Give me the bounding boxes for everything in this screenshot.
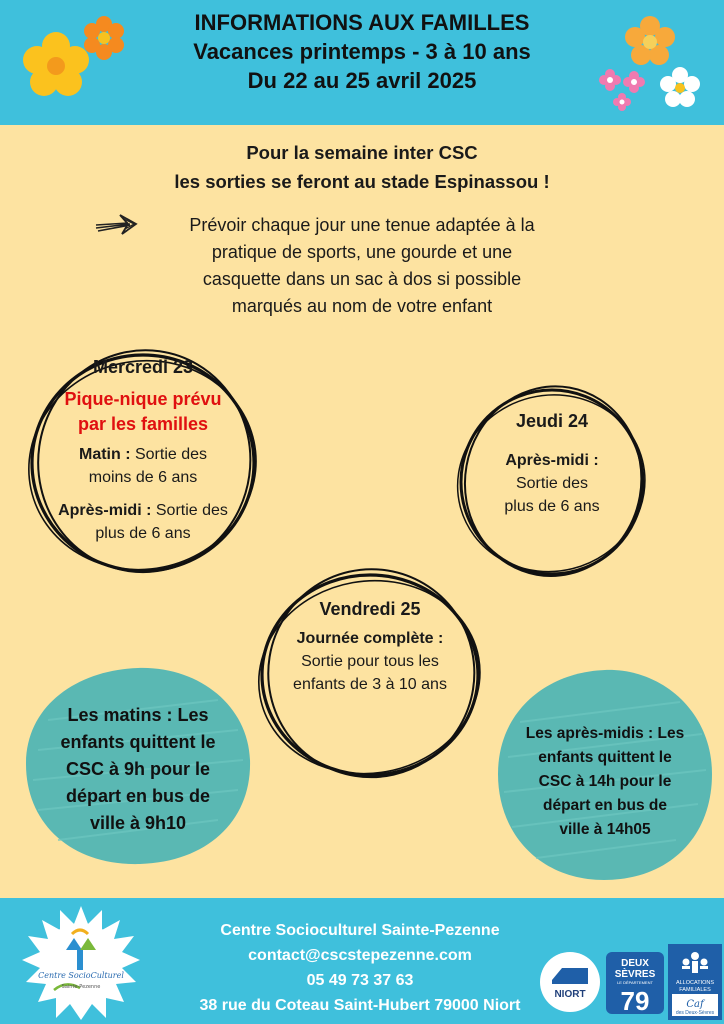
vendredi-text-2: enfants de 3 à 10 ans: [293, 676, 447, 693]
mercredi-picnic-line-2: par les familles: [77, 414, 209, 434]
mercredi-matin-text-1: Sortie des: [130, 446, 208, 463]
deux-logo-text: DEUX: [621, 958, 649, 969]
matins-text: [28, 702, 248, 837]
mercredi-text: [30, 356, 256, 545]
matins-line-3: CSC à 9h pour le: [65, 759, 211, 779]
mercredi-apres-midi-text-2: plus de 6 ans: [95, 525, 191, 542]
matins-line-4: départ en bus de: [65, 786, 211, 806]
vendredi-day: Vendredi 25: [319, 599, 421, 619]
instructions-line-1: Prévoir chaque jour une tenue adaptée à la: [189, 215, 535, 235]
mercredi-matin-text-2: moins de 6 ans: [88, 469, 198, 486]
caf-logo-text-2: FAMILIALES: [679, 987, 711, 993]
footer-address: 38 rue du Coteau Saint-Hubert 79000 Niort: [199, 997, 521, 1014]
instructions-line-4: marqués au nom de votre enfant: [231, 296, 493, 316]
apres-midis-text: [500, 722, 710, 842]
jeudi-day: Jeudi 24: [515, 411, 589, 431]
header-line-2: Vacances printemps - 3 à 10 ans: [193, 39, 531, 64]
niort-logo: [538, 950, 602, 1014]
instructions-line-2: pratique de sports, une gourde et une: [211, 242, 513, 262]
instructions-text: [150, 212, 574, 320]
footer-email[interactable]: contact@cscstepezenne.com: [248, 947, 472, 964]
mercredi-apres-midi-text-1: Sortie des: [151, 502, 228, 519]
instructions-line-3: casquette dans un sac à dos si possible: [202, 269, 522, 289]
arrow-icon: [94, 210, 142, 240]
mercredi-apres-midi: [30, 499, 256, 522]
footer-phone[interactable]: 05 49 73 37 63: [306, 972, 414, 989]
matins-line-5: ville à 9h10: [89, 813, 187, 833]
caf-logo-caf: Caf: [686, 999, 704, 1010]
intro-line-2: les sorties se feront au stade Espinassou !: [174, 171, 550, 192]
caf-logo-sub: des Deux-Sèvres: [675, 1010, 715, 1016]
intro-text: [0, 138, 724, 196]
apres-midis-line-2: enfants quittent le: [538, 749, 672, 766]
matins-line-1: Les matins : Les: [67, 705, 209, 725]
mercredi-picnic-line-1: Pique-nique prévu: [64, 389, 222, 409]
vendredi-text: [262, 598, 478, 696]
mercredi-day: Mercredi 23: [92, 357, 194, 377]
caf-logo-text-1: ALLOCATIONS: [675, 980, 715, 986]
apres-midis-line-1: Les après-midis : Les: [525, 725, 685, 742]
csc-logo-subtext: Sainte-Pezenne: [61, 984, 101, 990]
vendredi-label: Journée complète :: [296, 630, 444, 647]
apres-midis-line-5: ville à 14h05: [559, 821, 651, 838]
sevres-logo-text: SÈVRES: [614, 969, 656, 980]
csc-logo: [22, 904, 140, 1022]
header-line-1: INFORMATIONS AUX FAMILLES: [194, 10, 530, 35]
caf-logo: [668, 944, 722, 1020]
mercredi-matin: [30, 443, 256, 466]
header-line-3: Du 22 au 25 avril 2025: [247, 68, 477, 93]
mercredi-matin-label: Matin :: [78, 446, 131, 463]
csc-logo-text: Centre SocioCulturel: [38, 971, 124, 980]
jeudi-text-1: Sortie des: [515, 475, 589, 492]
jeudi-text-2: plus de 6 ans: [504, 498, 600, 515]
mercredi-apres-midi-label: Après-midi :: [58, 502, 152, 519]
apres-midis-line-4: départ en bus de: [542, 797, 668, 814]
apres-midis-line-3: CSC à 14h pour le: [538, 773, 672, 790]
niort-logo-text: NIORT: [554, 989, 586, 1000]
matins-line-2: enfants quittent le: [60, 732, 216, 752]
header-title: [0, 8, 724, 95]
footer-contact: [150, 918, 570, 1018]
intro-line-1: Pour la semaine inter CSC: [246, 142, 478, 163]
departement-logo-text: LE DÉPARTEMENT: [617, 980, 653, 985]
num79-logo-text: 79: [620, 986, 650, 1014]
jeudi-text: [470, 410, 634, 518]
deux-sevres-logo: [606, 952, 664, 1014]
jeudi-apres-midi-label: Après-midi :: [505, 452, 599, 469]
vendredi-text-1: Sortie pour tous les: [301, 653, 439, 670]
footer-centre-name: Centre Socioculturel Sainte-Pezenne: [220, 922, 500, 939]
